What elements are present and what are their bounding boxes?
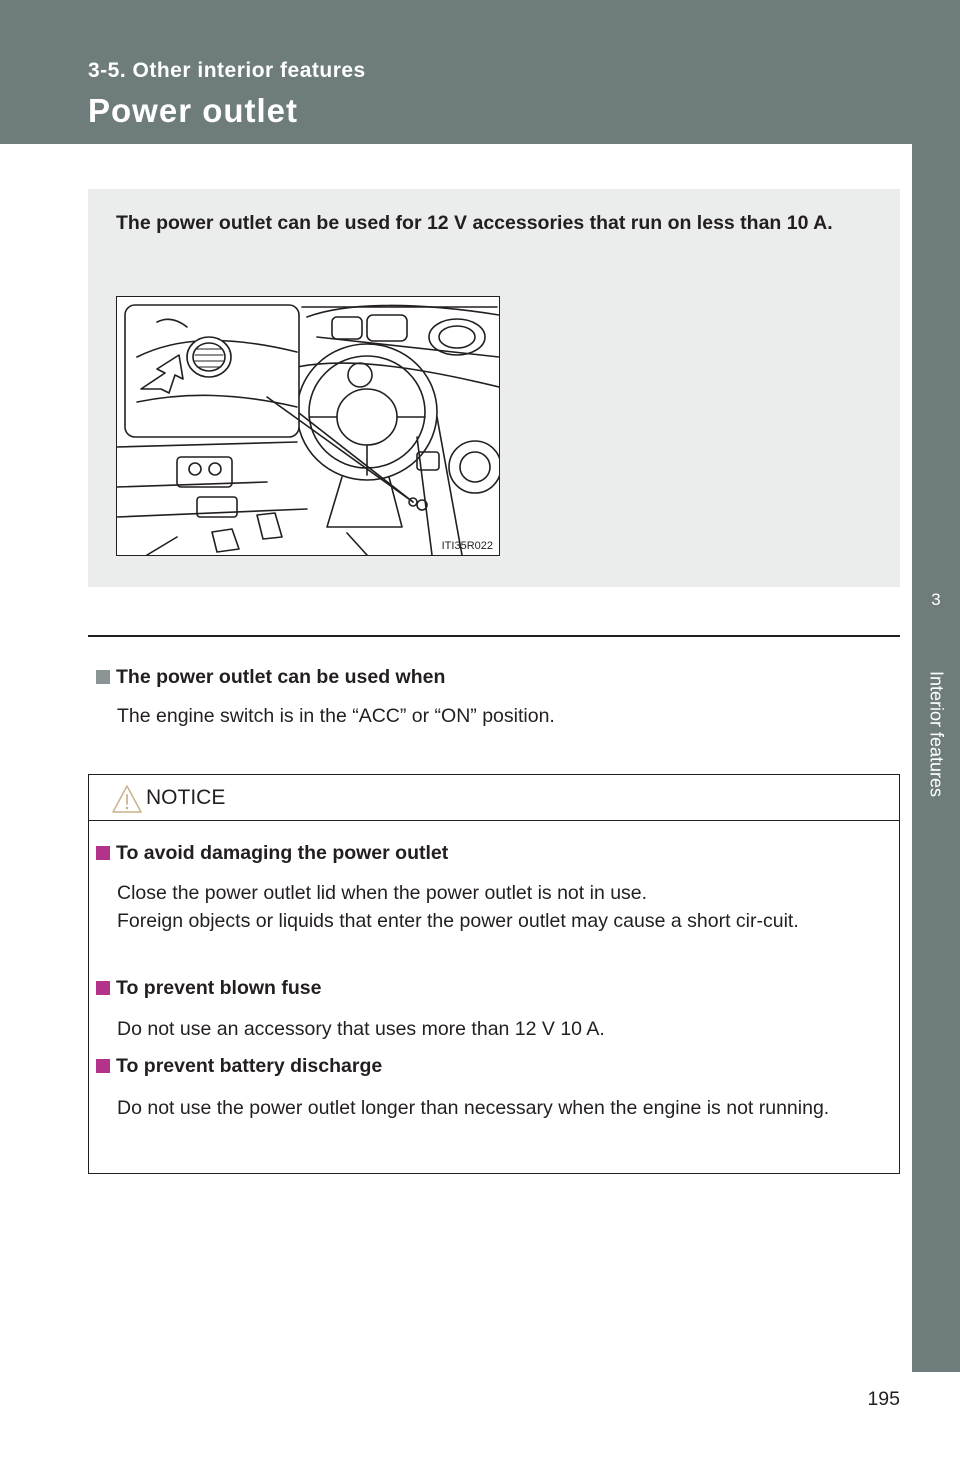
notice-text-3: Do not use the power outlet longer than necessary when the engine is not running. [117, 1097, 830, 1119]
intro-text: The power outlet can be used for 12 V accessories that run on less than 10 A. [116, 212, 833, 234]
square-bullet-icon [96, 981, 110, 995]
page-title: Power outlet [88, 92, 299, 129]
square-bullet-icon [96, 846, 110, 860]
notice-heading-1: To avoid damaging the power outlet [96, 842, 448, 865]
section-label: 3-5. Other interior features [88, 59, 366, 82]
notice-title: NOTICE [146, 786, 226, 809]
notice-divider [88, 820, 900, 821]
section-divider [88, 635, 900, 637]
notice-text-1b: Foreign objects or liquids that enter the power outlet may cause a short cir-cuit. [117, 910, 799, 932]
notice-text-2: Do not use an accessory that uses more than 12 V 10 A. [117, 1018, 605, 1040]
figure-code: ITI35R022 [441, 540, 493, 552]
chapter-label: Interior features [926, 670, 947, 798]
info-text: The engine switch is in the “ACC” or “ON” position. [117, 705, 555, 727]
page-number: 195 [867, 1388, 900, 1410]
warning-triangle-icon [111, 784, 143, 814]
info-heading: The power outlet can be used when [96, 666, 445, 689]
notice-text-1a: Close the power outlet lid when the power outlet is not in use. [117, 882, 648, 904]
notice-heading-2: To prevent blown fuse [96, 977, 321, 1000]
dashboard-drawing [117, 297, 499, 555]
square-bullet-icon [96, 1059, 110, 1073]
square-bullet-icon [96, 670, 110, 684]
power-outlet-illustration [116, 296, 500, 556]
chapter-number: 3 [931, 590, 941, 609]
notice-heading-3: To prevent battery discharge [96, 1055, 382, 1078]
